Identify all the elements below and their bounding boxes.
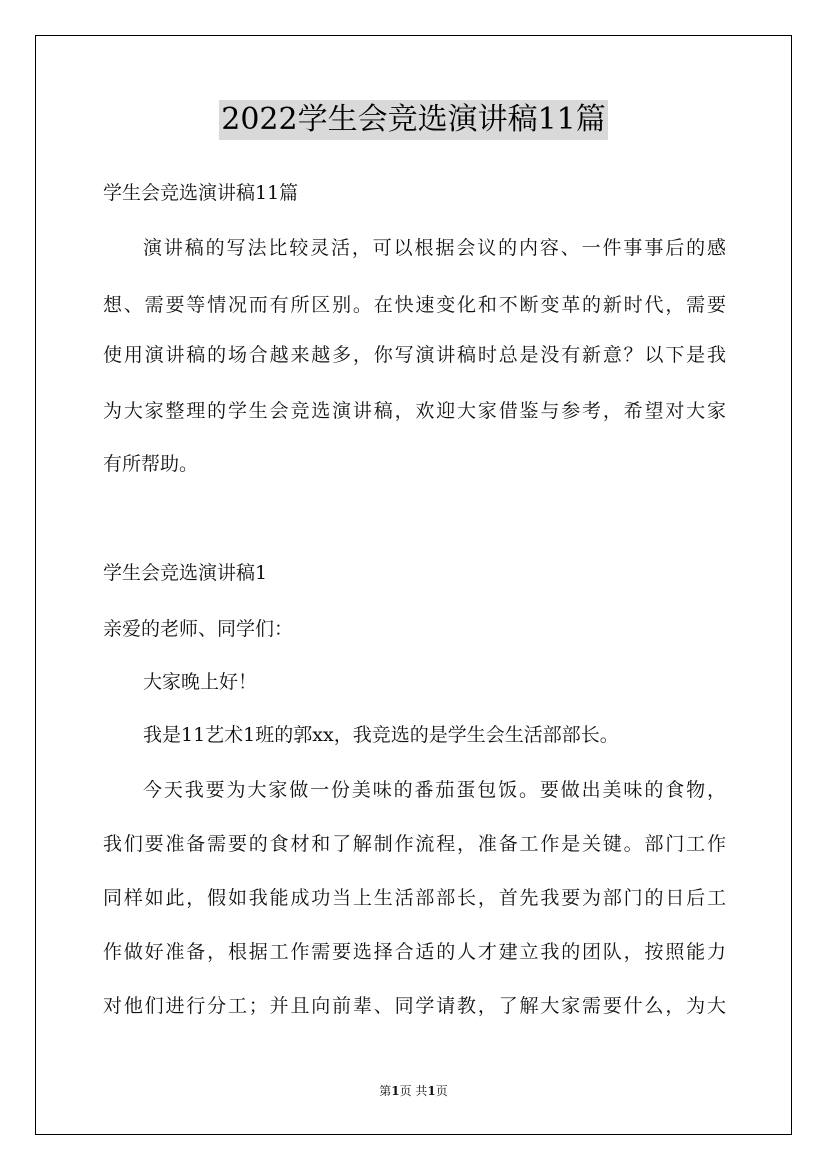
title-container (0, 100, 827, 140)
self-intro: 我是11艺术1班的郭xx，我竞选的是学生会生活部部长。 (143, 724, 619, 746)
intro-line: 演讲稿的写法比较灵活，可以根据会议的内容、一件事事后的感 (143, 237, 726, 259)
page-footer (0, 1083, 827, 1099)
footer-page-total: 1 (427, 1084, 436, 1098)
salutation: 亲爱的老师、同学们： (103, 618, 294, 640)
greeting: 大家晚上好！ (143, 671, 258, 693)
intro-line: 想、需要等情况而有所区别。在快速变化和不断变革的新时代，需要 (103, 294, 726, 316)
intro-line: 使用演讲稿的场合越来越多，你写演讲稿时总是没有新意？以下是我 (103, 344, 726, 366)
intro-line: 有所帮助。 (103, 453, 199, 475)
body-line: 同样如此，假如我能成功当上生活部部长，首先我要为部门的日后工 (103, 887, 726, 909)
document-subtitle: 学生会竞选演讲稿11篇 (103, 182, 299, 204)
footer-page-mid: 页 共 (399, 1084, 428, 1098)
document-title: 2022学生会竞选演讲稿11篇 (219, 100, 608, 140)
body-line: 我们要准备需要的食材和了解制作流程，准备工作是关键。部门工作 (103, 833, 726, 855)
section-heading: 学生会竞选演讲稿1 (103, 562, 268, 584)
body-line: 作做好准备，根据工作需要选择合适的人才建立我的团队，按照能力 (103, 941, 726, 963)
body-line: 今天我要为大家做一份美味的番茄蛋包饭。要做出美味的食物， (143, 779, 726, 801)
intro-line: 为大家整理的学生会竞选演讲稿，欢迎大家借鉴与参考，希望对大家 (103, 400, 726, 422)
body-line: 对他们进行分工；并且向前辈、同学请教，了解大家需要什么，为大 (103, 995, 726, 1017)
footer-page-current: 1 (391, 1084, 400, 1098)
footer-page-suffix: 页 (435, 1084, 448, 1098)
footer-page-prefix: 第 (379, 1084, 392, 1098)
